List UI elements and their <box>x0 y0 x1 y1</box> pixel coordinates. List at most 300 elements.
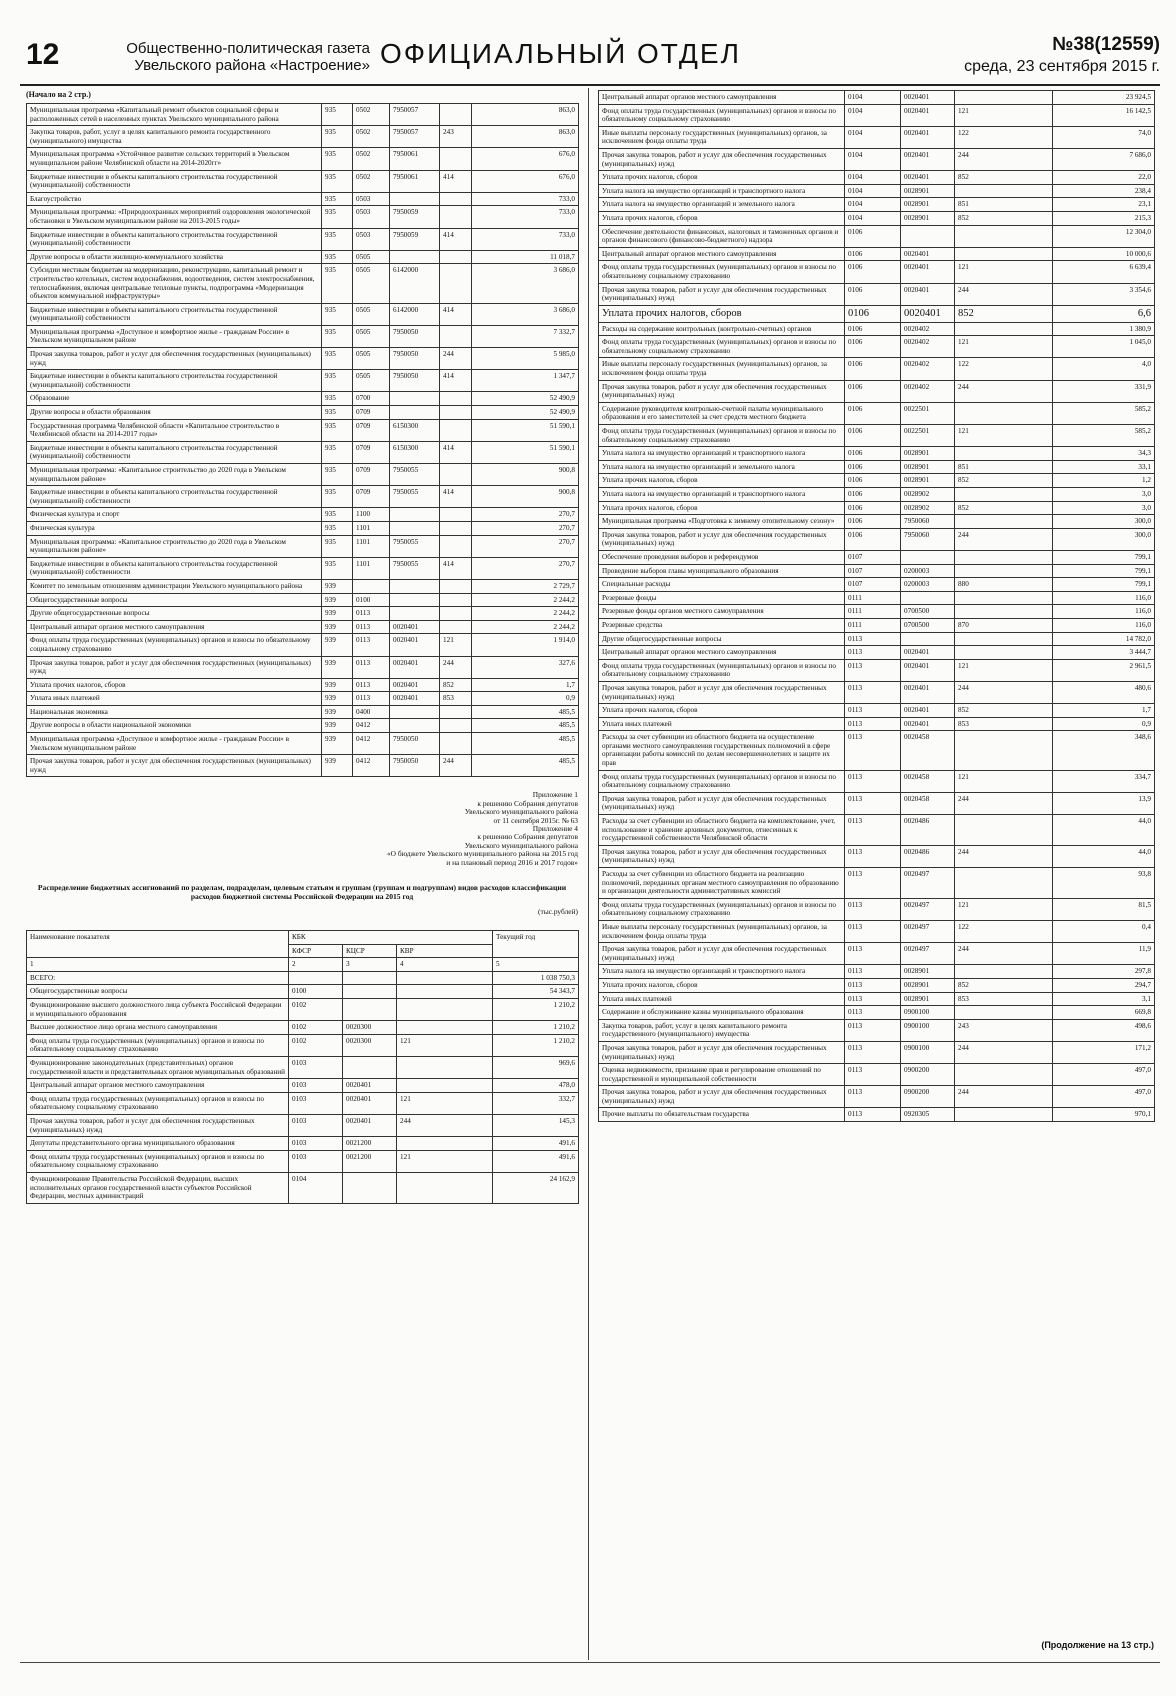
row-label: Иные выплаты персоналу государственных (муниципальных) органов, за исключением фонда оплаты труда <box>599 358 845 380</box>
row-label: Национальная экономика <box>27 705 322 719</box>
row-amount: 1,7 <box>472 678 579 692</box>
row-amount: 1 045,0 <box>1053 336 1155 358</box>
row-amount: 22,0 <box>1053 171 1155 185</box>
row-code <box>390 705 440 719</box>
row-code <box>440 464 472 486</box>
row-code: 0107 <box>845 578 901 592</box>
row-code: 0113 <box>845 1064 901 1086</box>
row-amount: 799,1 <box>1053 578 1155 592</box>
row-code <box>955 646 1053 660</box>
row-amount: 238,4 <box>1053 184 1155 198</box>
row-label: Уплата налога на имущество организаций и транспортного налога <box>599 488 845 502</box>
row-amount: 497,0 <box>1053 1086 1155 1108</box>
row-code: 0104 <box>845 211 901 225</box>
row-code: 0100 <box>353 593 390 607</box>
row-label: Уплата прочих налогов, сборов <box>599 171 845 185</box>
table-row <box>27 228 579 250</box>
row-amount: 1 380,9 <box>1053 322 1155 336</box>
row-code: 852 <box>955 978 1053 992</box>
table-row <box>27 620 579 634</box>
row-label: Бюджетные инвестиции в объекты капитального строительства государственной (муниципальной) собственности <box>27 370 322 392</box>
table-row <box>599 717 1155 731</box>
row-code: 0113 <box>845 646 901 660</box>
table-row <box>599 1108 1155 1122</box>
row-amount: 863,0 <box>472 104 579 126</box>
row-amount: 969,6 <box>493 1057 579 1079</box>
row-label: Центральный аппарат органов местного самоуправления <box>599 646 845 660</box>
row-code <box>390 250 440 264</box>
row-code: 0106 <box>845 225 901 247</box>
row-label: Прочая закупка товаров, работ и услуг для обеспечения государственных (муниципальных) нужд <box>599 148 845 170</box>
row-amount: 733,0 <box>472 228 579 250</box>
row-amount: 676,0 <box>472 148 579 170</box>
row-code: 0505 <box>353 264 390 303</box>
table-row <box>27 1034 579 1056</box>
row-code: 0020401 <box>901 704 955 718</box>
row-amount: 900,8 <box>472 486 579 508</box>
row-code: 935 <box>322 170 353 192</box>
row-amount: 33,1 <box>1053 460 1155 474</box>
col-header-kfsr: КФСР <box>289 944 343 958</box>
row-amount: 0,9 <box>1053 717 1155 731</box>
row-label: Иные выплаты персоналу государственных (муниципальных) органов, за исключением фонда оплаты труда <box>599 126 845 148</box>
row-code: 0028901 <box>901 992 955 1006</box>
table-row <box>599 618 1155 632</box>
row-amount: 6 639,4 <box>1053 261 1155 283</box>
table-row <box>599 225 1155 247</box>
row-amount: 54 343,7 <box>493 985 579 999</box>
row-label: Муниципальная программа: «Капитальное строительство до 2020 года в Увельском муниципальном районе» <box>27 464 322 486</box>
table-row <box>599 978 1155 992</box>
table-row <box>599 358 1155 380</box>
row-code: 244 <box>955 943 1053 965</box>
row-code: 0900100 <box>901 1019 955 1041</box>
row-code: 939 <box>322 733 353 755</box>
row-code: 0103 <box>289 1137 343 1151</box>
row-code: 0113 <box>845 770 901 792</box>
row-code: 0920305 <box>901 1108 955 1122</box>
left-column <box>26 90 578 1204</box>
table-row <box>27 250 579 264</box>
row-amount: 93,8 <box>1053 868 1155 899</box>
row-code: 0104 <box>845 184 901 198</box>
row-label: Муниципальная программа «Устойчивое развитие сельских территорий в Увельском муниципальном районе Челябинской области на 2014-2020гг» <box>27 148 322 170</box>
table-row <box>599 198 1155 212</box>
row-code: 0113 <box>845 868 901 899</box>
row-code: 0102 <box>289 1034 343 1056</box>
row-amount: 676,0 <box>472 170 579 192</box>
table-row <box>27 733 579 755</box>
row-code: 853 <box>440 692 472 706</box>
row-code <box>440 607 472 621</box>
row-code: 121 <box>955 770 1053 792</box>
row-code <box>390 521 440 535</box>
row-code: 0028902 <box>901 488 955 502</box>
row-label: Фонд оплаты труда государственных (муниципальных) органов и взносы по обязательному социальному страхованию <box>599 659 845 681</box>
row-label: Субсидии местным бюджетам на модернизацию, реконструкцию, капитальный ремонт и строительство котельных, систем водоснабжения, водоотведения, систем электроснабжения, теплоснабжения, включая центральные тепловые пункты, подпрограмма «Модернизация объектов коммунальной инфраструктуры» <box>27 264 322 303</box>
table-row <box>599 1006 1155 1020</box>
row-label: Другие общегосударственные вопросы <box>599 632 845 646</box>
row-code <box>343 985 397 999</box>
right-column <box>598 90 1154 1122</box>
table-row <box>599 247 1155 261</box>
row-amount: 2 729,7 <box>472 579 579 593</box>
table-row <box>599 305 1155 322</box>
table-row <box>599 474 1155 488</box>
row-code: 121 <box>955 261 1053 283</box>
row-label: Прочая закупка товаров, работ и услуг для обеспечения государственных (муниципальных) нужд <box>599 1041 845 1063</box>
row-code: 0412 <box>353 755 390 777</box>
row-code: 0021200 <box>343 1150 397 1172</box>
row-code: 0020497 <box>901 943 955 965</box>
row-code: 935 <box>322 264 353 303</box>
row-code: 935 <box>322 441 353 463</box>
row-label: Центральный аппарат органов местного самоуправления <box>27 1079 289 1093</box>
row-label: Фонд оплаты труда государственных (муниципальных) органов и взносы по обязательному социальному страхованию <box>599 336 845 358</box>
row-code: 0028901 <box>901 211 955 225</box>
row-label: Уплата прочих налогов, сборов <box>27 678 322 692</box>
row-amount: 6,6 <box>1053 305 1155 322</box>
row-code: 7950050 <box>390 370 440 392</box>
row-label: Закупка товаров, работ, услуг в целях капитального ремонта государственного (муниципального) имущества <box>599 1019 845 1041</box>
row-code: 0020401 <box>901 261 955 283</box>
row-code: 121 <box>955 898 1053 920</box>
row-label: Оценка недвижимости, признание прав и регулирование отношений по государственной и муниципальной собственности <box>599 1064 845 1086</box>
row-code: 0113 <box>845 659 901 681</box>
table-row <box>599 920 1155 942</box>
row-label: Расходы за счет субвенции из областного бюджета на реализацию полномочий, переданных органам местного самоуправления по образованию и организации деятельности административных комиссий <box>599 868 845 899</box>
table-row <box>27 1057 579 1079</box>
row-code: 7950061 <box>390 148 440 170</box>
row-code: 0106 <box>845 460 901 474</box>
row-amount: 733,0 <box>472 192 579 206</box>
table-row <box>27 985 579 999</box>
row-code: 852 <box>955 171 1053 185</box>
table-row <box>599 528 1155 550</box>
row-amount: 16 142,5 <box>1053 104 1155 126</box>
row-label: Закупка товаров, работ, услуг в целях капитального ремонта государственного (муниципального) имущества <box>27 126 322 148</box>
row-code: 0113 <box>353 634 390 656</box>
row-code: 7950059 <box>390 228 440 250</box>
row-code: 0022501 <box>901 425 955 447</box>
row-code: 0028901 <box>901 965 955 979</box>
row-label: Уплата иных платежей <box>599 717 845 731</box>
row-amount: 334,7 <box>1053 770 1155 792</box>
row-code: 7950050 <box>390 755 440 777</box>
section-title: ОФИЦИАЛЬНЫЙ ОТДЕЛ <box>380 38 741 69</box>
row-label: Функционирование Правительства Российской Федерации, высших исполнительных органов государственной власти субъектов Российской Федерации, местных администраций <box>27 1172 289 1203</box>
row-code: 939 <box>322 579 353 593</box>
row-label: Обеспечение проведения выборов и референдумов <box>599 550 845 564</box>
row-code: 935 <box>322 370 353 392</box>
row-code: 852 <box>955 474 1053 488</box>
row-code: 0709 <box>353 419 390 441</box>
row-code: 0502 <box>353 104 390 126</box>
col-header-kbk: КБК <box>289 931 493 945</box>
row-code: 0113 <box>845 717 901 731</box>
row-amount: 1 347,7 <box>472 370 579 392</box>
row-code: 0113 <box>845 978 901 992</box>
row-code: 0103 <box>289 1150 343 1172</box>
row-label: Расходы за счет субвенции из областного бюджета на комплектование, учет, использование и хранение архивных документов, отнесенных к государственной собственности Челябинской области <box>599 815 845 846</box>
row-code: 244 <box>440 656 472 678</box>
row-code <box>440 521 472 535</box>
budget-table-departmental <box>26 103 579 777</box>
table-row <box>27 1115 579 1137</box>
row-amount: 1 038 750,3 <box>493 971 579 985</box>
row-amount: 1 210,2 <box>493 999 579 1021</box>
row-amount: 4,0 <box>1053 358 1155 380</box>
row-code: 244 <box>955 681 1053 703</box>
row-code: 0104 <box>845 104 901 126</box>
row-amount: 3 444,7 <box>1053 646 1155 660</box>
row-amount: 51 590,1 <box>472 441 579 463</box>
row-code: 0028901 <box>901 474 955 488</box>
row-label: Обеспечение деятельности финансовых, налоговых и таможенных органов и органов финансового (финансово-бюджетного) надзора <box>599 225 845 247</box>
row-label: Другие вопросы в области образования <box>27 406 322 420</box>
row-label: Резервные средства <box>599 618 845 632</box>
row-amount: 215,3 <box>1053 211 1155 225</box>
row-code: 0103 <box>289 1115 343 1137</box>
table-row <box>27 535 579 557</box>
row-label: Функционирование законодательных (представительных) органов государственной власти и представительных органов муниципальных образований <box>27 1057 289 1079</box>
row-label: Уплата налога на имущество организаций и транспортного налога <box>599 447 845 461</box>
row-amount: 348,6 <box>1053 731 1155 770</box>
table-row <box>27 999 579 1021</box>
row-label: Уплата налога на имущество организаций и транспортного налога <box>599 184 845 198</box>
row-label: Муниципальная программа «Доступное и комфортное жилье - гражданам России» в Увельском муниципальном районе <box>27 733 322 755</box>
row-code: 0106 <box>845 425 901 447</box>
row-code <box>397 985 493 999</box>
row-code: 935 <box>322 148 353 170</box>
row-amount: 270,7 <box>472 508 579 522</box>
table-row <box>599 211 1155 225</box>
col-header-kvr: КВР <box>397 944 493 958</box>
row-code: 0709 <box>353 441 390 463</box>
row-code: 935 <box>322 206 353 228</box>
row-amount: 23 924,5 <box>1053 91 1155 105</box>
row-amount: 491,6 <box>493 1150 579 1172</box>
row-label: Муниципальная программа «Капитальный ремонт объектов социальной сферы и расположенных сетей в населенных пунктах Увельского муниципального района <box>27 104 322 126</box>
row-code: 121 <box>397 1092 493 1114</box>
row-code: 6142000 <box>390 264 440 303</box>
row-code: 0106 <box>845 305 901 322</box>
row-code <box>397 1057 493 1079</box>
row-code: 1101 <box>353 521 390 535</box>
row-code: 0106 <box>845 261 901 283</box>
row-code: 0028901 <box>901 447 955 461</box>
row-label: Бюджетные инвестиции в объекты капитального строительства государственной (муниципальной) собственности <box>27 486 322 508</box>
row-code: 0113 <box>845 681 901 703</box>
row-label: Физическая культура <box>27 521 322 535</box>
table-row <box>599 845 1155 867</box>
row-code <box>955 402 1053 424</box>
row-code <box>440 206 472 228</box>
row-label: ВСЕГО: <box>27 971 289 985</box>
table-row <box>599 564 1155 578</box>
row-code <box>397 999 493 1021</box>
row-code: 853 <box>955 717 1053 731</box>
row-label: Фонд оплаты труда государственных (муниципальных) органов и взносы по обязательному социальному страхованию <box>599 104 845 126</box>
row-label: Другие общегосударственные вопросы <box>27 607 322 621</box>
table-row <box>599 815 1155 846</box>
row-code: 0020497 <box>901 868 955 899</box>
row-amount: 300,0 <box>1053 515 1155 529</box>
table-row <box>27 607 579 621</box>
row-code: 870 <box>955 618 1053 632</box>
row-code: 0107 <box>845 550 901 564</box>
row-code: 414 <box>440 170 472 192</box>
row-code: 0107 <box>845 564 901 578</box>
row-code: 0104 <box>289 1172 343 1203</box>
row-code: 7950055 <box>390 557 440 579</box>
col-number: 3 <box>343 958 397 972</box>
row-code <box>390 719 440 733</box>
row-code <box>440 392 472 406</box>
row-amount: 970,1 <box>1053 1108 1155 1122</box>
row-code: 121 <box>955 104 1053 126</box>
table-row <box>599 261 1155 283</box>
row-amount: 485,5 <box>472 755 579 777</box>
row-label: Фонд оплаты труда государственных (муниципальных) органов и взносы по обязательному социальному страхованию <box>599 261 845 283</box>
row-code: 0020402 <box>901 380 955 402</box>
row-code: 0503 <box>353 206 390 228</box>
row-code: 0020401 <box>901 247 955 261</box>
row-amount: 3 686,0 <box>472 303 579 325</box>
row-amount: 491,6 <box>493 1137 579 1151</box>
row-code: 0113 <box>845 965 901 979</box>
row-code <box>397 971 493 985</box>
row-label: Фонд оплаты труда государственных (муниципальных) органов и взносы по обязательному социальному страхованию <box>599 770 845 792</box>
row-code: 939 <box>322 607 353 621</box>
row-code: 0020402 <box>901 336 955 358</box>
row-label: Другие вопросы в области национальной экономики <box>27 719 322 733</box>
row-code: 939 <box>322 620 353 634</box>
row-code <box>397 1079 493 1093</box>
row-label: Расходы за счет субвенции из областного бюджета на осуществление органами местного самоуправления государственных полномочий в сфере организации работы комиссий по делам несовершеннолетних и защите их прав <box>599 731 845 770</box>
table-row <box>27 392 579 406</box>
row-code: 0113 <box>353 656 390 678</box>
row-label: Фонд оплаты труда государственных (муниципальных) органов и взносы по обязательному социальному страхованию <box>27 1034 289 1056</box>
row-code: 935 <box>322 126 353 148</box>
table-row <box>599 447 1155 461</box>
row-code <box>955 225 1053 247</box>
continued-from-note: (Начало на 2 стр.) <box>26 90 91 99</box>
row-code: 244 <box>955 148 1053 170</box>
row-code: 0900100 <box>901 1006 955 1020</box>
row-code: 7950059 <box>390 206 440 228</box>
row-code: 935 <box>322 303 353 325</box>
row-code: 0106 <box>845 358 901 380</box>
row-code: 0113 <box>845 632 901 646</box>
row-label: Уплата прочих налогов, сборов <box>599 305 845 322</box>
row-code: 0200003 <box>901 564 955 578</box>
table-row <box>27 126 579 148</box>
issue-number: №38(12559) <box>1052 34 1160 55</box>
row-code: 244 <box>955 1041 1053 1063</box>
row-code: 0113 <box>353 620 390 634</box>
row-amount: 12 304,0 <box>1053 225 1155 247</box>
row-code: 0502 <box>353 170 390 192</box>
col-number: 2 <box>289 958 343 972</box>
row-code: 0020401 <box>343 1092 397 1114</box>
row-code: 935 <box>322 104 353 126</box>
row-label: Комитет по земельным отношениям администрации Увельского муниципального района <box>27 579 322 593</box>
row-code: 0113 <box>353 678 390 692</box>
row-code: 0400 <box>353 705 390 719</box>
table-row <box>599 591 1155 605</box>
col-header-kcsr: КЦСР <box>343 944 397 958</box>
row-code: 121 <box>397 1150 493 1172</box>
row-code: 243 <box>440 126 472 148</box>
table-row <box>599 1019 1155 1041</box>
row-code: 0020401 <box>901 104 955 126</box>
table-row <box>599 515 1155 529</box>
row-code <box>353 579 390 593</box>
row-amount: 5 985,0 <box>472 348 579 370</box>
row-amount: 498,6 <box>1053 1019 1155 1041</box>
row-code: 0106 <box>845 336 901 358</box>
table-row <box>27 755 579 777</box>
row-code: 7950055 <box>390 486 440 508</box>
row-code: 0113 <box>845 815 901 846</box>
table-row <box>27 170 579 192</box>
row-code: 0028901 <box>901 184 955 198</box>
row-code <box>955 247 1053 261</box>
table-row <box>27 192 579 206</box>
row-code: 852 <box>955 501 1053 515</box>
row-amount: 116,0 <box>1053 591 1155 605</box>
row-code: 935 <box>322 192 353 206</box>
row-amount: 297,8 <box>1053 965 1155 979</box>
row-code: 0020401 <box>901 171 955 185</box>
row-label: Прочая закупка товаров, работ и услуг для обеспечения государственных (муниципальных) нужд <box>599 528 845 550</box>
continued-on-note: (Продолжение на 13 стр.) <box>1041 1640 1154 1650</box>
row-code <box>390 508 440 522</box>
row-code: 0020458 <box>901 770 955 792</box>
table-row <box>27 419 579 441</box>
budget-table-distribution-continued <box>598 90 1155 1122</box>
row-code: 852 <box>955 305 1053 322</box>
row-amount: 332,7 <box>493 1092 579 1114</box>
row-code <box>397 1021 493 1035</box>
row-code: 935 <box>322 557 353 579</box>
row-label: Уплата налога на имущество организаций и земельного налога <box>599 460 845 474</box>
row-code: 0106 <box>845 283 901 305</box>
row-code: 0102 <box>289 1021 343 1035</box>
row-amount: 3 354,6 <box>1053 283 1155 305</box>
row-code: 0022501 <box>901 402 955 424</box>
row-amount: 0,4 <box>1053 920 1155 942</box>
table-row <box>599 322 1155 336</box>
row-amount: 11 018,7 <box>472 250 579 264</box>
row-amount: 44,0 <box>1053 845 1155 867</box>
row-code <box>955 322 1053 336</box>
row-code: 0104 <box>845 126 901 148</box>
row-code <box>343 971 397 985</box>
row-code: 0020458 <box>901 792 955 814</box>
row-code: 0111 <box>845 618 901 632</box>
table-row <box>599 578 1155 592</box>
row-code: 414 <box>440 303 472 325</box>
table-row <box>599 550 1155 564</box>
row-code: 0502 <box>353 126 390 148</box>
row-code: 0113 <box>845 1006 901 1020</box>
row-amount: 34,3 <box>1053 447 1155 461</box>
row-code: 414 <box>440 370 472 392</box>
table-row <box>27 348 579 370</box>
row-code: 244 <box>440 755 472 777</box>
